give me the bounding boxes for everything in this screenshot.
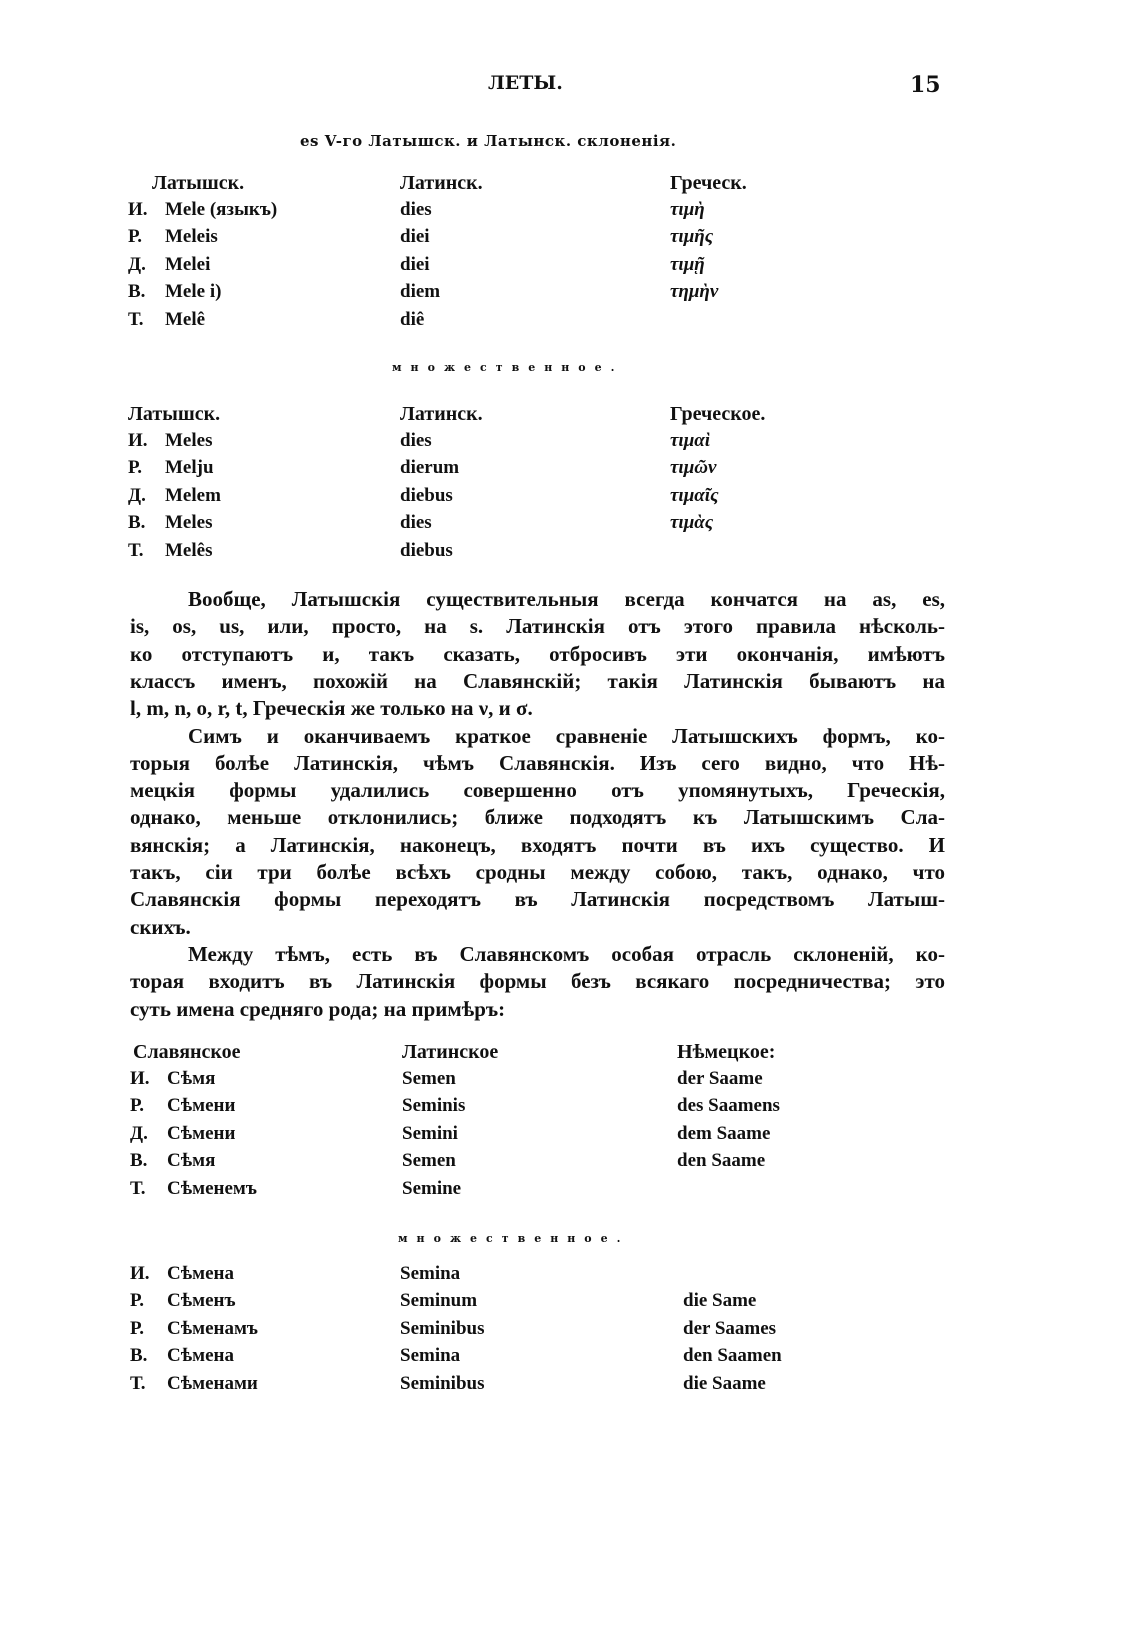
greek-form: τιμαὶ	[670, 430, 711, 451]
case-label: Р.	[130, 1290, 144, 1312]
latvian-form: Melem	[165, 484, 221, 506]
case-label: В.	[130, 1345, 148, 1367]
latin-form: Seminibus	[400, 1372, 485, 1394]
slavonic-form: Сѣменамъ	[167, 1317, 258, 1339]
latin-form: dies	[400, 199, 432, 220]
latin-form: Seminibus	[400, 1317, 485, 1339]
case-label: И.	[128, 199, 148, 220]
column-header: Латинск.	[400, 403, 483, 425]
latin-form: Semen	[402, 1068, 456, 1089]
german-form: des Saamens	[677, 1095, 780, 1117]
plural-caption-2: множественное.	[398, 1232, 630, 1245]
case-label: И.	[130, 1068, 150, 1089]
greek-form: τιμῆς	[670, 226, 714, 248]
running-title: ЛЕТЫ.	[488, 72, 563, 94]
case-label: Р.	[130, 1095, 144, 1117]
latvian-form: Mele (языкъ)	[165, 199, 278, 220]
column-header: Нѣмецкое:	[677, 1041, 776, 1063]
german-form: den Saamen	[683, 1345, 782, 1367]
latvian-form: Melê	[165, 308, 206, 330]
paragraph-line: Симъ и оканчиваемъ краткое сравненіе Латышскихъ формъ, ко-	[188, 723, 945, 748]
latin-form: diebus	[400, 484, 453, 506]
german-form: der Saames	[683, 1317, 777, 1339]
case-label: Т.	[128, 308, 144, 330]
greek-form: τιμαῖς	[670, 484, 719, 506]
greek-form: τιμὰς	[670, 512, 714, 534]
case-label: В.	[128, 281, 146, 303]
greek-form: τιμῶν	[670, 457, 717, 479]
column-header: Латинск.	[400, 172, 483, 194]
paragraph-line: Славянскія формы переходятъ въ Латинскія посредствомъ Латыш-	[130, 887, 945, 912]
latin-form: dies	[400, 430, 432, 451]
paragraph-line: l, m, n, o, r, t, Греческія же только на ν, и σ.	[130, 696, 533, 721]
latin-form: Seminum	[400, 1290, 478, 1312]
slavonic-form: Сѣменъ	[167, 1290, 236, 1312]
paragraph-line: торыя болѣе Латинскія, чѣмъ Славянскія. Изъ сего видно, что Нѣ-	[130, 750, 945, 775]
latin-form: diebus	[400, 539, 453, 561]
case-label: Р.	[130, 1317, 144, 1339]
case-label: Т.	[128, 539, 144, 561]
latin-form: Semini	[402, 1122, 458, 1144]
paragraph-line: вянскія; а Латинскія, наконецъ, входятъ почти въ ихъ существо. И	[130, 832, 945, 857]
case-label: Р.	[128, 226, 142, 248]
column-header: Греческ.	[670, 172, 747, 194]
section-caption: es V-го Латышск. и Латынск. склоненія.	[300, 132, 677, 150]
case-label: Д.	[128, 484, 146, 506]
latvian-form: Meles	[165, 512, 213, 534]
latin-form: diei	[400, 253, 430, 275]
slavonic-form: Сѣменами	[167, 1372, 258, 1394]
case-label: Р.	[128, 457, 142, 479]
latin-form: diei	[400, 226, 430, 248]
german-form: der Saame	[677, 1068, 763, 1089]
german-form: den Saame	[677, 1150, 766, 1172]
slavonic-form: Сѣмени	[167, 1122, 236, 1144]
case-label: Т.	[130, 1372, 146, 1394]
latin-form: diê	[400, 308, 425, 330]
column-header: Латышск.	[128, 403, 221, 425]
case-label: И.	[128, 430, 148, 451]
latvian-form: Meles	[165, 430, 213, 451]
latin-form: Seminis	[402, 1095, 466, 1117]
paragraph-line: торая входитъ въ Латинскія формы безъ всякаго посредничества; это	[130, 969, 945, 994]
german-form: dem Saame	[677, 1122, 771, 1144]
case-label: В.	[128, 512, 146, 534]
german-form: die Saame	[683, 1372, 766, 1394]
plural-caption: множественное.	[392, 361, 624, 374]
latin-form: Semine	[402, 1177, 462, 1199]
latvian-form: Melês	[165, 539, 213, 561]
page-number: 15	[910, 72, 941, 98]
column-header: Славянское	[133, 1041, 241, 1063]
latvian-form: Melei	[165, 253, 211, 275]
slavonic-form: Сѣмя	[167, 1068, 216, 1089]
greek-form: τιμῇ	[670, 253, 705, 275]
paragraph-line: классъ именъ, похожій на Славянскій; такія Латинскія бываютъ на	[130, 668, 945, 693]
case-label: В.	[130, 1150, 148, 1172]
latin-form: dierum	[400, 457, 460, 479]
paragraph-line: ко отступаютъ и, такъ сказать, отбросивъ эти окончанія, имѣютъ	[130, 641, 945, 666]
case-label: И.	[130, 1263, 150, 1284]
german-form: die Same	[683, 1290, 757, 1312]
latin-form: Semina	[400, 1263, 461, 1284]
paragraph-line: мецкія формы удалились совершенно отъ упомянутыхъ, Греческія,	[130, 778, 945, 803]
slavonic-form: Сѣмя	[167, 1150, 216, 1172]
slavonic-form: Сѣмена	[167, 1263, 234, 1284]
latin-form: diem	[400, 281, 441, 303]
latvian-form: Mele i)	[165, 281, 222, 303]
paragraph-line: is, os, us, или, просто, на s. Латинскія отъ этого правила нѣсколь-	[130, 614, 945, 639]
paragraph-line: однако, меньше отклонились; ближе подходятъ къ Латышскимъ Сла-	[130, 805, 945, 830]
column-header: Греческое.	[670, 403, 766, 425]
latvian-form: Melju	[165, 457, 214, 479]
slavonic-form: Сѣменемъ	[167, 1177, 257, 1199]
case-label: Д.	[130, 1122, 148, 1144]
paragraph-line: Между тѣмъ, есть въ Славянскомъ особая отрасль склоненій, ко-	[188, 941, 945, 966]
slavonic-form: Сѣмена	[167, 1345, 234, 1367]
greek-form: τημὴν	[670, 281, 719, 303]
latin-form: dies	[400, 512, 432, 534]
case-label: Д.	[128, 253, 146, 275]
slavonic-form: Сѣмени	[167, 1095, 236, 1117]
latin-form: Semen	[402, 1150, 456, 1172]
column-header: Латинское	[402, 1041, 499, 1063]
paragraph-line: такъ, сіи три болѣе всѣхъ сродны между собою, такъ, однако, что	[130, 860, 945, 884]
column-header: Латышск.	[152, 172, 245, 194]
greek-form: τιμὴ	[670, 199, 705, 220]
paragraph-line: скихъ.	[130, 914, 191, 939]
latin-form: Semina	[400, 1345, 461, 1367]
paragraph-line: Вообще, Латышскія существительныя всегда кончатся на as, es,	[188, 587, 945, 611]
case-label: Т.	[130, 1177, 146, 1199]
latvian-form: Meleis	[165, 226, 218, 248]
paragraph-line: суть имена средняго рода; на примѣръ:	[130, 996, 506, 1021]
